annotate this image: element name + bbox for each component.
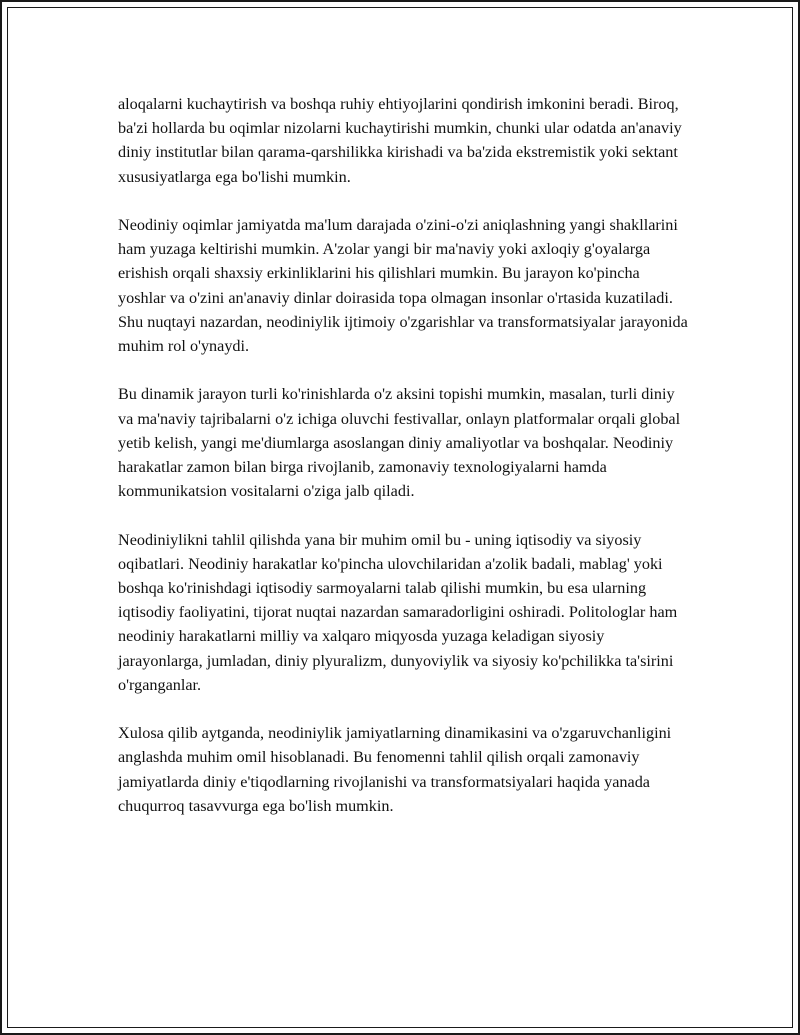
paragraph: aloqalarni kuchaytirish va boshqa ruhiy ehtiyojlarini qondirish imkonini beradi. Biroq, ba'zi hollarda bu oqimlar nizolarni kuchaytirishi mumkin, chunki ular odatda an'anaviy diniy institutlar bilan qarama-qarshilikka kirishadi va ba'zida ekstremistik yoki sektant xususiyatlarga ega bo'lishi mumkin. bbox=[118, 95, 682, 186]
paragraph: Neodiniy oqimlar jamiyatda ma'lum darajada o'zini-o'zi aniqlashning yangi shakllarini ham yuzaga keltirishi mumkin. A'zolar yangi bir ma'naviy yoki axloqiy g'oyalarga erishish orqali shaxsiy erkinliklarini his qilishlari mumkin. Bu jarayon ko'pincha yoshlar va o'zini an'anaviy dinlar doirasida topa olmagan insonlar o'rtasida kuzatiladi. Shu nuqtayi nazardan, neodiniylik ijtimoiy o'zgarishlar va transformatsiyalar jarayonida muhim rol o'ynaydi. bbox=[118, 216, 688, 356]
paragraph: Bu dinamik jarayon turli ko'rinishlarda o'z aksini topishi mumkin, masalan, turli diniy va ma'naviy tajribalarni o'z ichiga oluvchi festivallar, onlayn platformalar orqali global yetib kelish, yangi me'diumlarga asoslangan diniy amaliyotlar va boshqalar. Neodiniy harakatlar zamon bilan birga rivojlanib, zamonaviy texnologiyalarni hamda kommunikatsion vositalarni o'ziga jalb qiladi. bbox=[118, 385, 681, 501]
paragraph: Xulosa qilib aytganda, neodiniylik jamiyatlarning dinamikasini va o'zgaruvchanligini anglashda muhim omil hisoblanadi. Bu fenomenni tahlil qilish orqali zamonaviy jamiyatlarda diniy e'tiqodlarning rivojlanishi va transformatsiyalari haqida yanada chuqurroq tasavvurga ega bo'lish mumkin. bbox=[118, 724, 672, 815]
document-body bbox=[118, 92, 688, 842]
paragraph: Neodiniylikni tahlil qilishda yana bir muhim omil bu - uning iqtisodiy va siyosiy oqibatlari. Neodiniy harakatlar ko'pincha ulovchilaridan a'zolik badali, mablag' yoki boshqa ko'rinishdagi iqtisodiy sarmoyalarni talab qilishi mumkin, bu esa ularning iqtisodiy faoliyatini, tijorat nuqtai nazardan samaradorligini oshiradi. Politologlar ham neodiniy harakatlarni milliy va xalqaro miqyosda yuzaga keladigan siyosiy jarayonlarga, jumladan, diniy plyuralizm, dunyoviylik va siyosiy ko'pchilikka ta'sirini o'rganganlar. bbox=[118, 530, 678, 694]
